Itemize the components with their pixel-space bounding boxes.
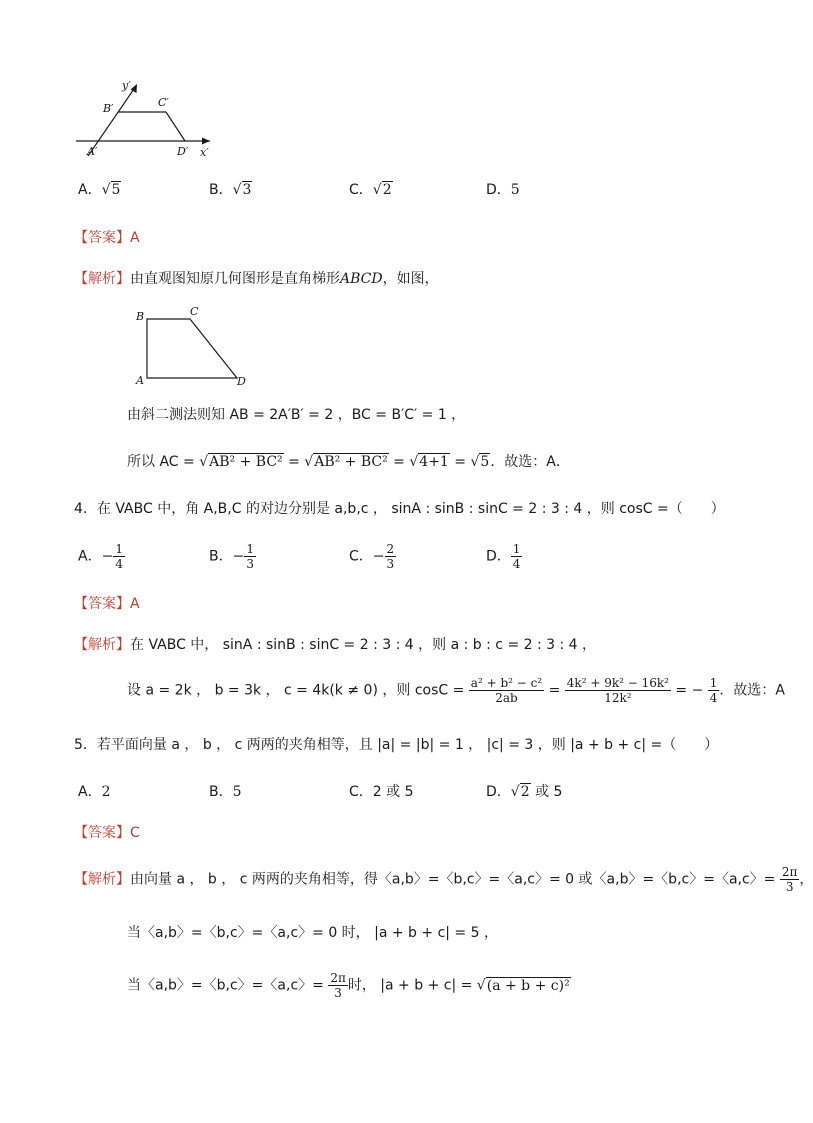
q3-analysis-line2: 由斜二测法则知 AB = 2A′B′ = 2 ，BC = B′C′ = 1 ， — [127, 407, 466, 423]
q3-option-b: B．√3 — [209, 182, 252, 198]
x-axis-arrow — [202, 138, 210, 145]
label-x: x′ — [200, 146, 209, 159]
label-c: C′ — [158, 96, 169, 109]
fig2-label-b: B — [136, 310, 145, 323]
q4-analysis-line1: 【解析】在 VABC 中， sinA : sinB : sinC = 2 : 3 : 4 ，则 a : b : c = 2 : 3 : 4 ， — [74, 637, 597, 653]
q4-option-b: B．− $\frac{1}{3}$ — [209, 542, 254, 571]
trapezoid-abcd — [147, 319, 237, 378]
q4-option-d: D． $\frac{1}{4}$ — [486, 542, 521, 571]
q4-stem: 4．在 VABC 中，角 A,B,C 的对边分别是 a,b,c ， sinA : sinB : sinC = 2 : 3 : 4 ，则 cosC =（ ） — [74, 501, 725, 517]
q4-option-c: C．− $\frac{2}{3}$ — [349, 542, 395, 571]
q3-analysis-line1: 【解析】由直观图知原几何图形是直角梯形ABCD，如图， — [74, 271, 439, 287]
fig2-label-d: D — [237, 375, 246, 388]
right-trapezoid-figure — [132, 302, 252, 392]
label-a: A′ — [87, 145, 98, 158]
q5-analysis-line1: 【解析】由向量 a ， b ， c 两两的夹角相等，得〈a,b〉=〈b,c〉=〈a,c〉= 0 或〈a,b〉=〈b,c〉=〈a,c〉= $\frac{2\pi}{3}$ ， — [74, 865, 813, 894]
q5-option-b: B．5 — [209, 784, 242, 800]
fig2-label-a: A — [136, 374, 144, 387]
q5-analysis-line2: 当〈a,b〉=〈b,c〉=〈a,c〉= 0 时， |a + b + c| = 5 ， — [127, 925, 498, 941]
q3-option-a: A．√5 — [78, 182, 121, 198]
label-y: y′ — [122, 79, 131, 92]
q5-option-d: D．√2 或 5 — [486, 784, 563, 800]
oblique-trapezoid-figure — [70, 72, 220, 162]
q4-answer: 【答案】A — [74, 596, 140, 612]
q5-analysis-line3: 当〈a,b〉=〈b,c〉=〈a,c〉= $\frac{2\pi}{3}$ 时， |a + b + c| = √(a + b + c)² — [127, 971, 570, 1000]
q4-option-a: A．− $\frac{1}{4}$ — [78, 542, 123, 571]
q4-analysis-line2: 设 a = 2k ， b = 3k ， c = 4k(k ≠ 0) ，则 cosC = $\frac{\text{a² + b² − c²}}{2ab}$ = $\frac{\text{4k² + 9k² − 16k²}}{\text{12k²}}$ = − $\frac{1}{4}$ ．故选：A — [127, 676, 785, 705]
fig2-label-c: C — [190, 305, 199, 318]
q3-answer: 【答案】A — [74, 230, 140, 246]
q3-analysis-line3: 所以 AC = √AB² + BC² = √AB² + BC² = √4+1 = √5．故选：A． — [127, 454, 570, 470]
q3-option-d: D．5 — [486, 182, 520, 198]
label-b: B′ — [103, 102, 114, 115]
q3-option-c: C．√2 — [349, 182, 392, 198]
q5-option-a: A．2 — [78, 784, 111, 800]
q5-answer: 【答案】C — [74, 825, 140, 841]
label-d: D′ — [177, 145, 189, 158]
q5-stem: 5．若平面向量 a ， b ， c 两两的夹角相等，且 |a| = |b| = 1 ， |c| = 3 ，则 |a + b + c| =（ ） — [74, 737, 719, 753]
edge-cd — [166, 112, 185, 141]
q5-option-c: C．2 或 5 — [349, 784, 414, 800]
